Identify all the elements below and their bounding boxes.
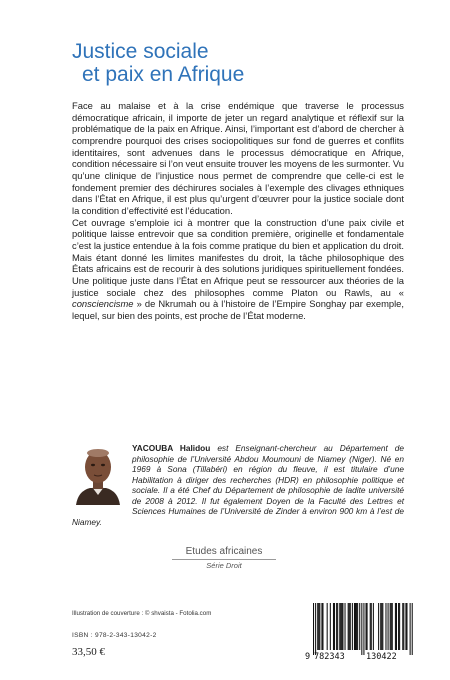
barcode-bar [380,603,381,650]
summary-paragraph-1: Face au malaise et à la crise endémique que traverse le processus démocratique africain, il importe de jeter un regard analytique et réflexif sur la problématique de la paix en Afrique. Ainsi, l’important est d’abord de chercher à comprendre pourquoi des crises sociopolitiques sur fond de guerres et conflits identitaires, sont advenues dans le processus démocratique en Afrique, condition nécessaire si l’on veut ensuite trouver les moyens de les surmonter. Vu qu’une clinique de l’injustice nous permet de comprendre que celle-ci est le fondement premier des déchirures sociales à l’exemple des clivages ethniques dans l’État en Afrique, il est plus qu’urgent d’œuvrer pour la justice sociale dont la condition d’effectivité est l’éducation. [72,100,404,216]
barcode-bar [333,603,334,650]
barcode-bar [388,603,389,650]
barcode-bar [327,603,328,650]
barcode-bar [322,603,323,650]
barcode-bar [381,603,382,650]
isbn: ISBN : 978-2-343-13042-2 [72,632,157,639]
author-biography: est Enseignant-chercheur au Département de philosophie de l’Université Abdou Moumouni de Niamey (Niger). Né en 1969 à Sona (Tillabéri) en région du fleuve, il est titulaire d’une Habilitation à diriger des recherches (HDR) en philosophie politique et sociale. Il a été Chef du Département de philosophie de ladite université de 2008 à 2012. Il fut également Doyen de la Faculté des Lettres et Sciences Humaines de l’Université de Zinder à environ 900 km à l’est de Niamey. [72,443,405,527]
title-line-2: et paix en Afrique [82,63,245,86]
barcode-bar [382,603,383,650]
summary-paragraph-2 [72,217,404,322]
barcode-bar [402,603,403,650]
book-title [72,40,244,86]
barcode-bar [349,603,350,650]
summary-paragraph-2-end: » de Nkrumah ou à l’histoire de l’Empire Songhay par exemple, lequel, sur bien des points, est proche de l’État moderne. [72,298,404,321]
barcode-bar [392,603,393,650]
barcode-bar [334,603,335,650]
barcode-bar [313,603,314,655]
barcode-bar [352,603,353,650]
barcode-bar [405,603,406,650]
barcode-bar [366,603,367,650]
barcode-bar [339,603,340,650]
barcode-bar [370,603,371,650]
barcode-bar [356,603,357,650]
barcode-bar [330,603,331,650]
illustration-credit: Illustration de couverture : © shvaista - Fotolia.com [72,610,212,617]
barcode-bar [406,603,407,650]
barcode-bar [321,603,322,650]
barcode-bar [398,603,399,650]
series-label [172,546,276,572]
barcode-bar [318,603,319,650]
barcode-bar [315,603,316,655]
barcode-digit-first: 9 [305,652,311,661]
barcode-bar [361,603,362,655]
barcode-bar [412,603,413,655]
barcode-bar [378,603,379,650]
back-cover-summary [72,100,404,321]
author-bio [72,443,404,527]
barcode-bar [399,603,400,650]
barcode-bar [341,603,342,650]
price: 33,50 € [72,646,105,658]
barcode-bar [359,603,360,650]
barcode-bar [391,603,392,650]
barcode-bar [354,603,355,650]
barcode-bar [410,603,411,655]
author-photo [72,443,124,505]
barcode-bar [373,603,374,650]
barcode-bar [403,603,404,650]
barcode-bar [390,603,391,650]
barcode-bar [355,603,356,650]
barcode-bar [363,603,364,655]
barcode-bar [385,603,386,650]
barcode-bar [396,603,397,650]
summary-paragraph-2-start: Cet ouvrage s’emploie ici à montrer que la construction d’une paix civile et politique laisse entrevoir que sa condition première, originelle et fondamentale c’est la justice entendue à la fois comme pratique du bien et application du droit. Mais étant donné les limites manifestes du droit, la tâche philosophique des États africains est de recourir à des solutions juridiques spirituellement fondées. Une politique juste dans l’État en Afrique peut se ressourcer aux théories de la justice sociale chez des philosophes comme Platon ou Rawls, au « [72,216,404,298]
isbn-barcode [302,601,422,661]
barcode-digits-right: 130422 [366,652,397,661]
barcode-bar [345,603,346,650]
barcode-bar [350,603,351,650]
series-subname: Série Droit [206,561,242,570]
author-name: YACOUBA Halidou [132,443,211,453]
barcode-bar [395,603,396,650]
barcode-bar [357,603,358,650]
series-name: Etudes africaines [172,546,276,560]
barcode-digits-left: 782343 [314,652,345,661]
barcode-bar [319,603,320,650]
title-line-1: Justice sociale [72,40,209,63]
barcode-bar [340,603,341,650]
barcode-bar [336,603,337,650]
barcode-bar [367,603,368,650]
consciencisme-term: consciencisme [72,298,134,310]
barcode-bar [348,603,349,650]
barcode-bar [342,603,343,650]
barcode-bar [337,603,338,650]
barcode-bar [371,603,372,650]
barcode-bar [317,603,318,650]
